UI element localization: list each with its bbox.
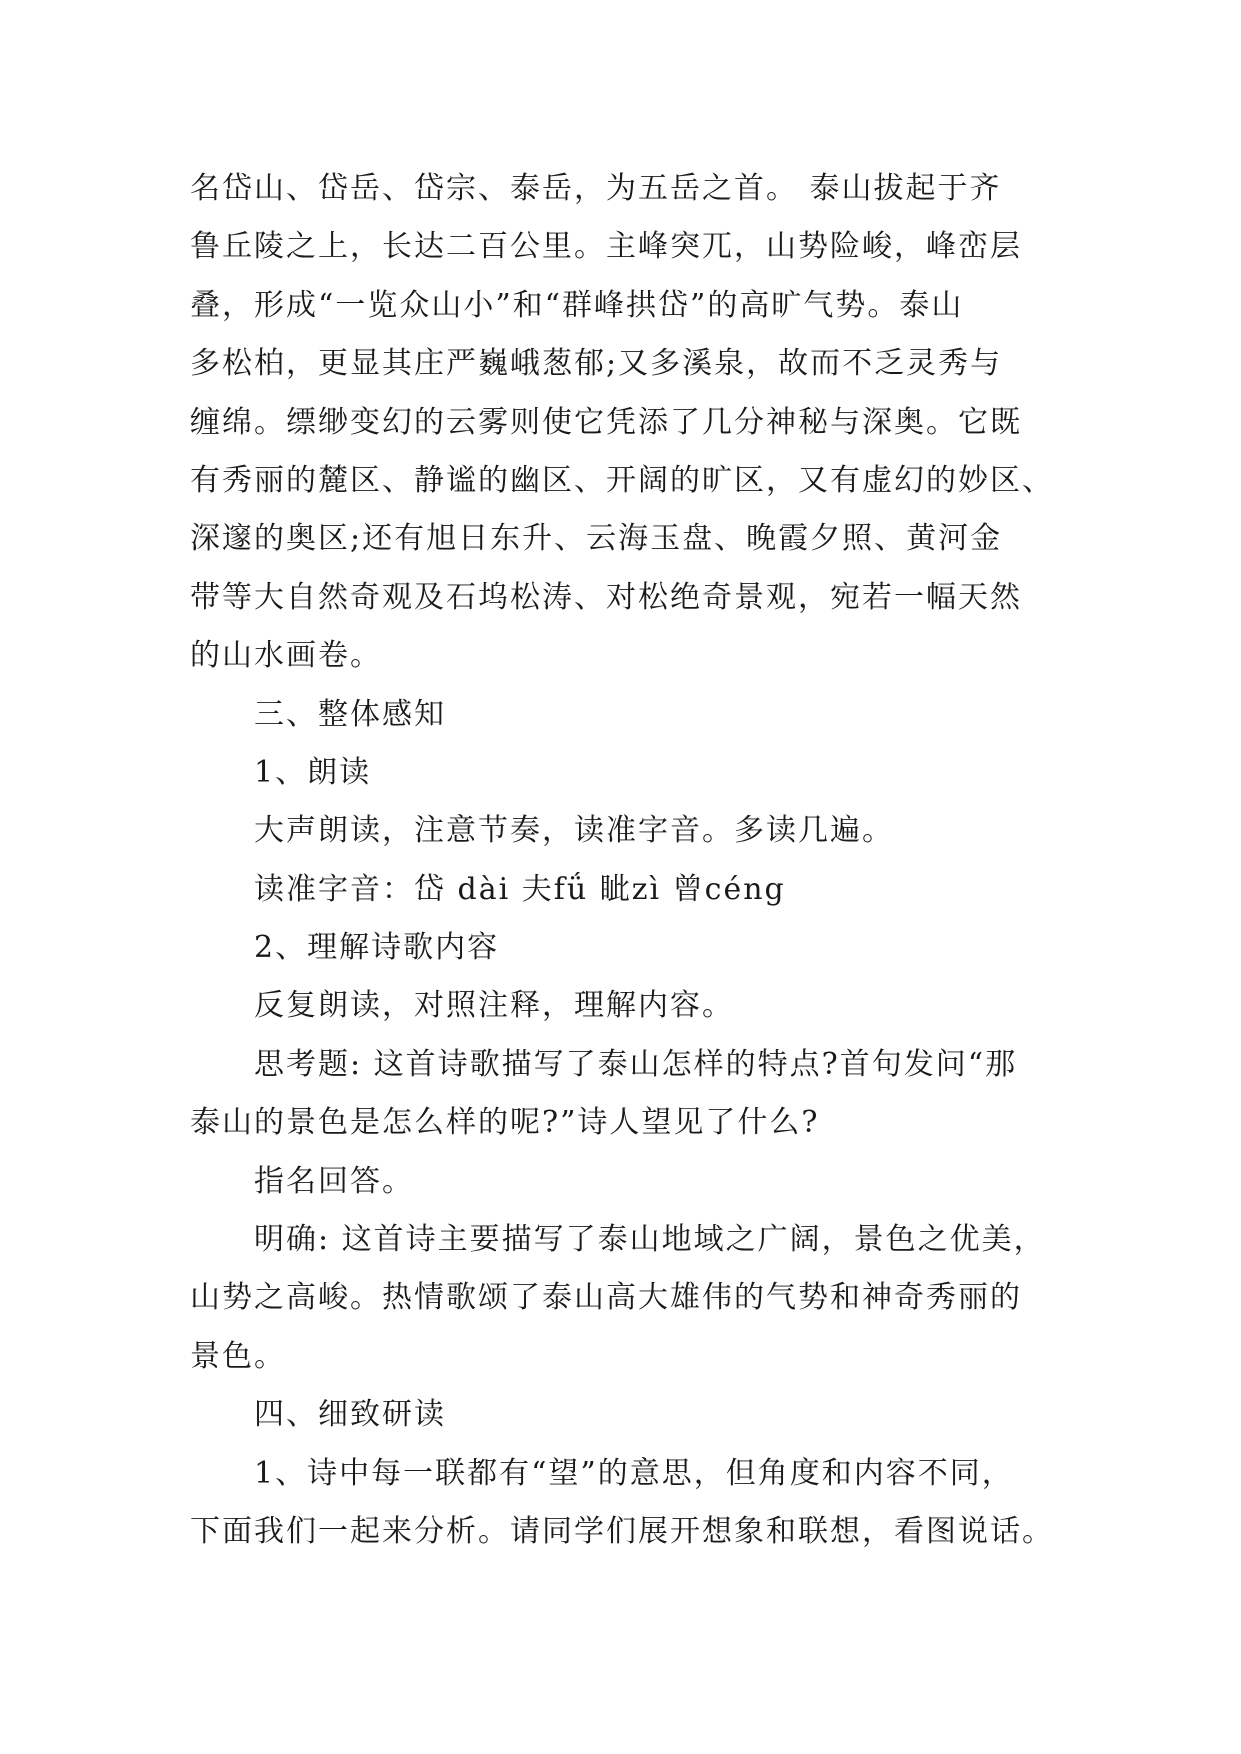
subsection-heading: 2、理解诗歌内容 <box>254 930 500 966</box>
question-line: 泰山的景色是怎么样的呢?”诗人望见了什么? <box>190 1105 820 1141</box>
subsection-heading: 1、朗读 <box>254 754 372 790</box>
text-line: 反复朗读，对照注释，理解内容。 <box>254 988 734 1024</box>
question-line: 思考题: 这首诗歌描写了泰山怎样的特点?首句发问“那 <box>254 1046 1018 1082</box>
text-line: 叠，形成“一览众山小”和“群峰拱岱”的高旷气势。泰山 <box>190 287 964 323</box>
text-line: 名岱山、岱岳、岱宗、泰岳，为五岳之首。 泰山拔起于齐 <box>190 171 1002 206</box>
text-line: 的山水画卷。 <box>190 638 382 674</box>
pronunciation-line: 读准字音：岱 dài 夫fǘ 眦zì 曾céng <box>254 871 786 907</box>
text-line: 深邃的奥区;还有旭日东升、云海玉盘、晚霞夕照、黄河金 <box>190 521 1003 557</box>
document-body <box>190 160 1054 1561</box>
text-line: 缠绵。缥缈变幻的云雾则使它凭添了几分神秘与深奥。它既 <box>190 404 1022 440</box>
text-line: 鲁丘陵之上，长达二百公里。主峰突兀，山势险峻，峰峦层 <box>190 229 1022 265</box>
text-line: 下面我们一起来分析。请同学们展开想象和联想，看图说话。 <box>190 1513 1054 1549</box>
section-heading: 四、细致研读 <box>254 1397 446 1433</box>
text-line: 指名回答。 <box>254 1163 414 1199</box>
section-heading: 三、整体感知 <box>254 696 446 732</box>
answer-line: 山势之高峻。热情歌颂了泰山高大雄伟的气势和神奇秀丽的 <box>190 1280 1022 1316</box>
text-line: 多松柏，更显其庄严巍峨葱郁;又多溪泉，故而不乏灵秀与 <box>190 346 1003 382</box>
text-line: 1、诗中每一联都有“望”的意思，但角度和内容不同， <box>254 1455 1014 1491</box>
text-line: 带等大自然奇观及石坞松涛、对松绝奇景观，宛若一幅天然 <box>190 579 1022 615</box>
answer-line: 明确: 这首诗主要描写了泰山地域之广阔，景色之优美， <box>254 1222 1046 1258</box>
text-line: 大声朗读，注意节奏，读准字音。多读几遍。 <box>254 813 894 849</box>
answer-line: 景色。 <box>190 1338 286 1374</box>
text-line: 有秀丽的麓区、静谧的幽区、开阔的旷区，又有虚幻的妙区、 <box>190 462 1054 498</box>
